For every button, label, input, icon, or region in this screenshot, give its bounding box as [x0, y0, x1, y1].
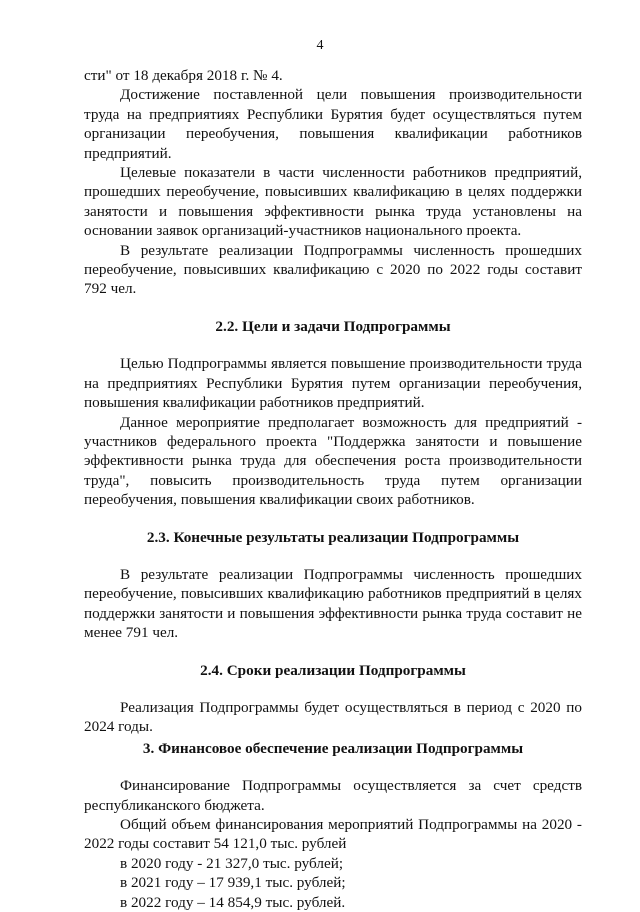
section-2-2-paragraph-1: Целью Подпрограммы является повышение производительности труда на предприятиях Республики Бурятия путем организации переобучения, повышения квалификации работников предприятий.	[84, 355, 582, 412]
section-2-4-heading: 2.4. Сроки реализации Подпрограммы	[200, 661, 466, 679]
intro-paragraph-2: Достижение поставленной цели повышения производительности труда на предприятиях Республики Бурятия будет осуществляться путем организации переобучения, повышения квалификации работников предприятий.	[84, 86, 582, 162]
section-2-3-heading: 2.3. Конечные результаты реализации Подпрограммы	[146, 528, 520, 546]
section-2-3-paragraph-1: В результате реализации Подпрограммы численность прошедших переобучение, повысивших квалификацию работников предприятий в целях поддержки занятости и повышения эффективности рынка труда составит не менее 791 чел.	[84, 565, 582, 642]
funding-2022-line: в 2022 году – 14 854,9 тыс. рублей.	[120, 893, 346, 911]
document-body	[84, 66, 582, 912]
section-2-4-paragraph-1: Реализация Подпрограммы будет осуществляться в период с 2020 по 2024 годы.	[84, 698, 582, 736]
funding-2020-line: в 2020 году - 21 327,0 тыс. рублей;	[120, 854, 344, 872]
section-2-2-heading: 2.2. Цели и задачи Подпрограммы	[215, 317, 451, 335]
section-3-paragraph-1: Финансирование Подпрограммы осуществляется за счет средств республиканского бюджета.	[84, 777, 582, 814]
section-3-paragraph-2: Общий объем финансирования мероприятий Подпрограммы на 2020 - 2022 годы составит 54 121,0 тыс. рублей	[84, 816, 582, 853]
intro-paragraph-3: Целевые показатели в части численности работников предприятий, прошедших переобучение, повысивших квалификацию в целях поддержки занятости и повышения эффективности рынка труда установлены на основании заявок организаций-участников национального проекта.	[84, 164, 582, 240]
section-3-heading: 3. Финансовое обеспечение реализации Подпрограммы	[142, 739, 524, 757]
page-number: 4	[316, 38, 324, 53]
funding-2021-line: в 2021 году – 17 939,1 тыс. рублей;	[120, 874, 346, 892]
section-2-2-paragraph-2: Данное мероприятие предполагает возможность для предприятий - участников федерального проекта "Поддержка занятости и повышение эффективности рынка труда для обеспечения роста производительности труда", повысить производительность труда путем организации переобучения, повышения квалификации своих работников.	[84, 413, 582, 509]
intro-paragraph-1: сти" от 18 декабря 2018 г. № 4.	[84, 67, 283, 84]
intro-paragraph-4: В результате реализации Подпрограммы численность прошедших переобучение, повысивших квалификацию с 2020 по 2022 годы составит 792 чел.	[84, 241, 582, 298]
